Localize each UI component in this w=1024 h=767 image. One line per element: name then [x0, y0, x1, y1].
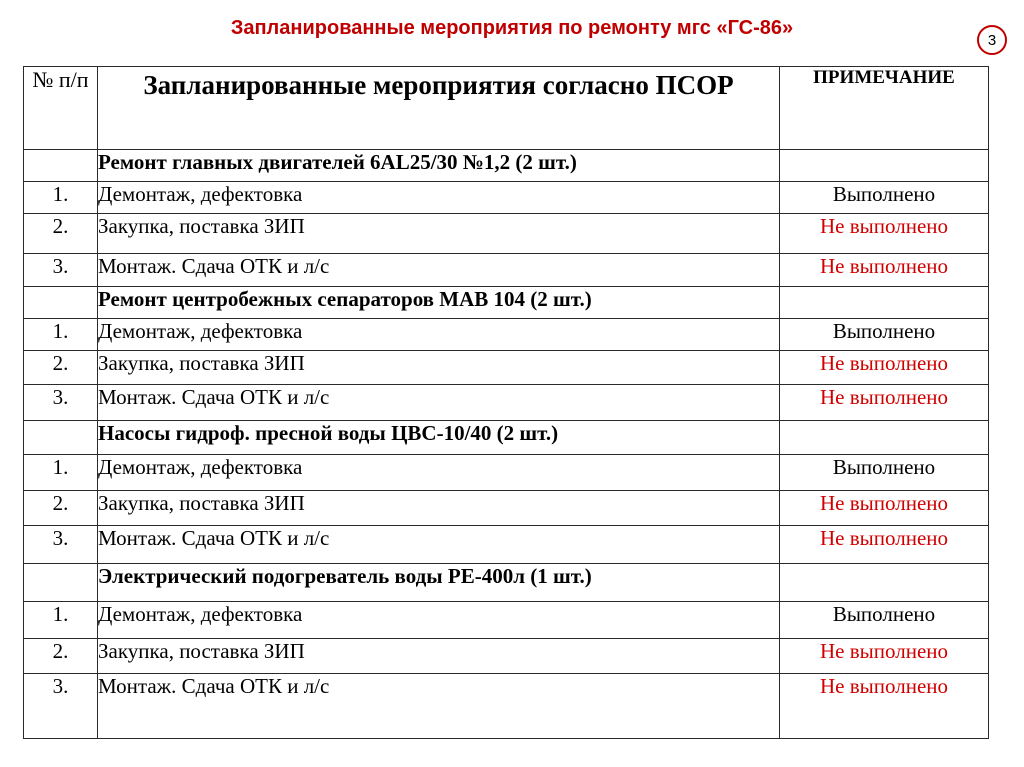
- row-num: 1.: [24, 455, 98, 491]
- section-title: Насосы гидроф. пресной воды ЦВС-10/40 (2 шт.): [98, 421, 780, 455]
- section-title: Ремонт центробежных сепараторов МАВ 104 (2 шт.): [98, 287, 780, 319]
- row-status: Выполнено: [780, 182, 989, 214]
- row-status: Выполнено: [780, 319, 989, 351]
- section-1: [24, 150, 989, 287]
- row-num: 2.: [24, 351, 98, 385]
- section-3: [24, 421, 989, 564]
- section-note-cell: [780, 287, 989, 319]
- section-note-cell: [780, 564, 989, 602]
- row-task: Демонтаж, дефектовка: [98, 602, 780, 639]
- row-status: Не выполнено: [780, 214, 989, 254]
- header-num: № п/п: [24, 67, 98, 150]
- section-title: Ремонт главных двигателей 6AL25/30 №1,2 (2 шт.): [98, 150, 780, 182]
- row-status: Выполнено: [780, 602, 989, 639]
- row-status: Не выполнено: [780, 254, 989, 287]
- table-row: [24, 639, 989, 674]
- row-num: 2.: [24, 639, 98, 674]
- table-row: [24, 254, 989, 287]
- section-2: [24, 287, 989, 421]
- section-num-cell: [24, 287, 98, 319]
- row-task: Закупка, поставка ЗИП: [98, 491, 780, 526]
- row-status: Не выполнено: [780, 526, 989, 564]
- row-task: Монтаж. Сдача ОТК и л/с: [98, 674, 780, 739]
- row-status: Не выполнено: [780, 385, 989, 421]
- section-num-cell: [24, 564, 98, 602]
- row-status: Выполнено: [780, 455, 989, 491]
- header-title: Запланированные мероприятия согласно ПСОР: [98, 67, 780, 150]
- section-row: [24, 287, 989, 319]
- section-num-cell: [24, 150, 98, 182]
- events-table: [23, 66, 989, 739]
- row-task: Демонтаж, дефектовка: [98, 455, 780, 491]
- row-task: Демонтаж, дефектовка: [98, 182, 780, 214]
- row-task: Закупка, поставка ЗИП: [98, 214, 780, 254]
- table-row: [24, 602, 989, 639]
- table-row: [24, 182, 989, 214]
- section-num-cell: [24, 421, 98, 455]
- section-row: [24, 564, 989, 602]
- section-row: [24, 421, 989, 455]
- section-row: [24, 150, 989, 182]
- row-status: Не выполнено: [780, 351, 989, 385]
- table-row: [24, 319, 989, 351]
- row-num: 1.: [24, 182, 98, 214]
- row-num: 1.: [24, 602, 98, 639]
- section-title: Электрический подогреватель воды РЕ-400л (1 шт.): [98, 564, 780, 602]
- section-note-cell: [780, 421, 989, 455]
- slide-title: Запланированные мероприятия по ремонту мгс «ГС-86»: [230, 17, 794, 39]
- table-row: [24, 674, 989, 739]
- page-number-badge: 3: [977, 25, 1007, 55]
- row-task: Закупка, поставка ЗИП: [98, 351, 780, 385]
- row-status: Не выполнено: [780, 639, 989, 674]
- row-status: Не выполнено: [780, 491, 989, 526]
- row-num: 3.: [24, 385, 98, 421]
- table-row: [24, 526, 989, 564]
- row-status: Не выполнено: [780, 674, 989, 739]
- row-task: Монтаж. Сдача ОТК и л/с: [98, 385, 780, 421]
- row-num: 3.: [24, 674, 98, 739]
- table-row: [24, 491, 989, 526]
- row-num: 3.: [24, 526, 98, 564]
- row-task: Демонтаж, дефектовка: [98, 319, 780, 351]
- header-note: ПРИМЕЧАНИЕ: [780, 67, 989, 150]
- table-row: [24, 385, 989, 421]
- row-num: 1.: [24, 319, 98, 351]
- section-note-cell: [780, 150, 989, 182]
- row-num: 2.: [24, 491, 98, 526]
- section-4: [24, 564, 989, 739]
- table-row: [24, 351, 989, 385]
- row-task: Закупка, поставка ЗИП: [98, 639, 780, 674]
- row-task: Монтаж. Сдача ОТК и л/с: [98, 254, 780, 287]
- table-row: [24, 214, 989, 254]
- row-task: Монтаж. Сдача ОТК и л/с: [98, 526, 780, 564]
- table-header-row: [24, 67, 989, 150]
- row-num: 2.: [24, 214, 98, 254]
- row-num: 3.: [24, 254, 98, 287]
- table-row: [24, 455, 989, 491]
